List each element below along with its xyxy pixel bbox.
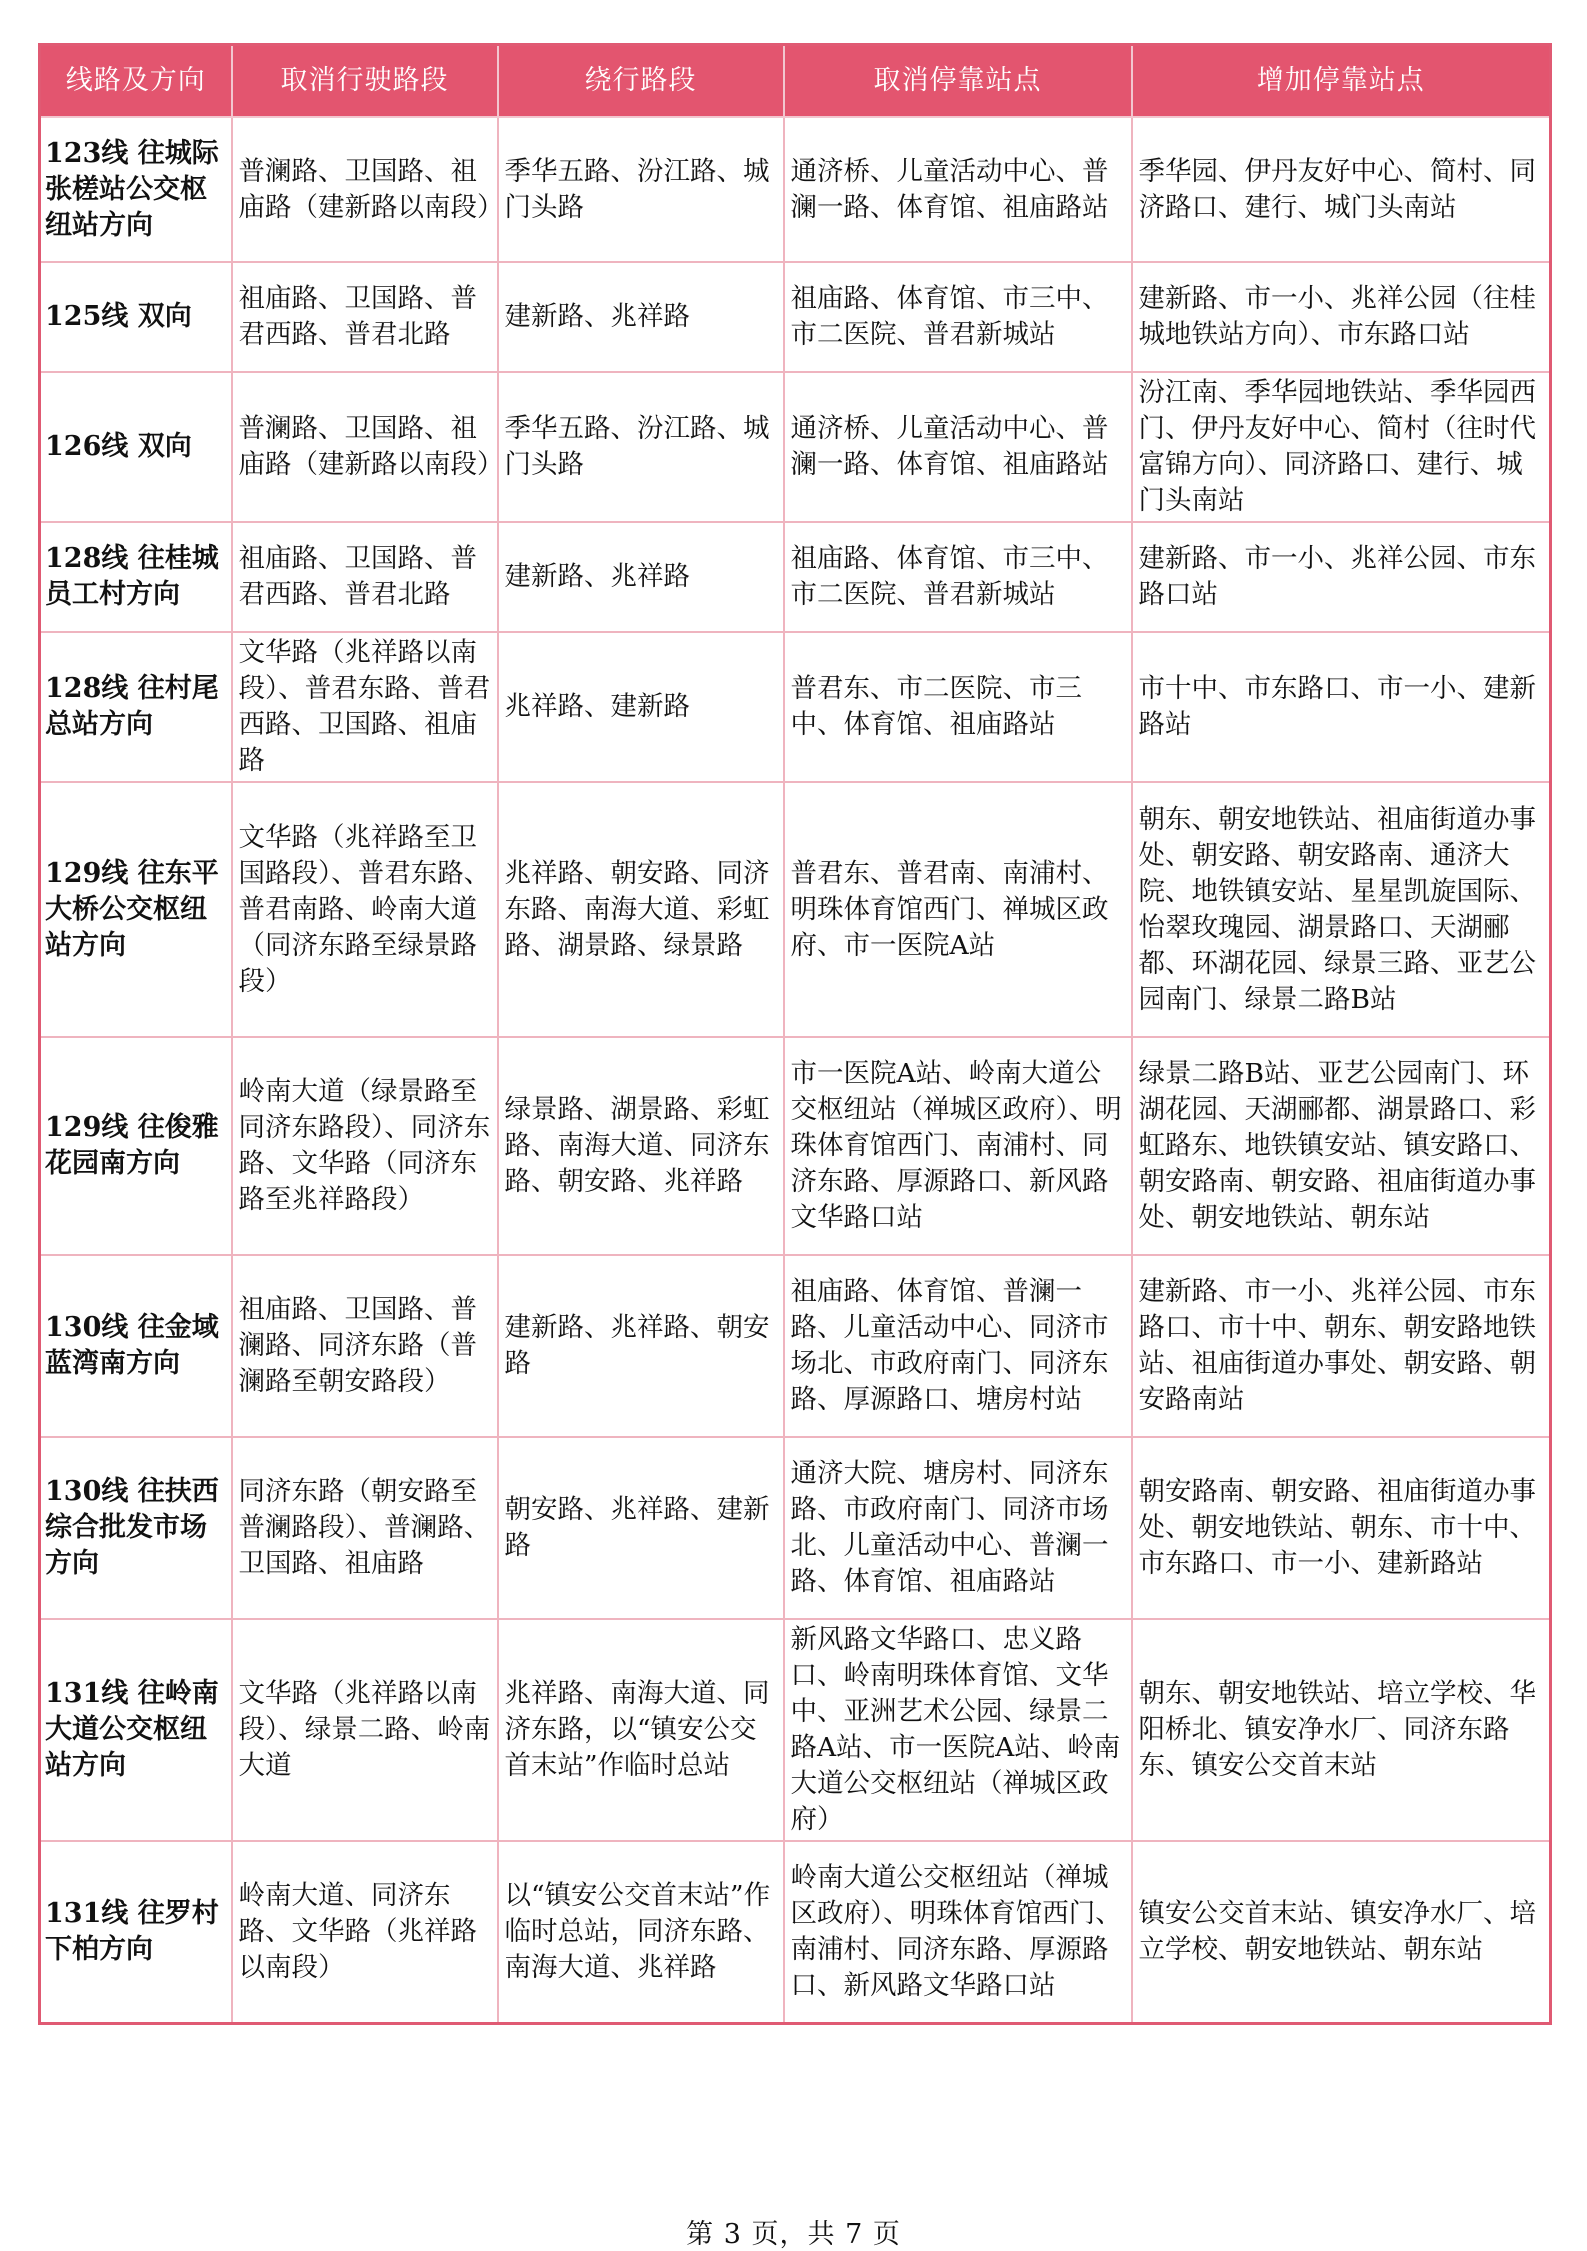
table-row <box>40 632 1551 782</box>
cell-cancel-section: 岭南大道、同济东路、文华路（兆祥路以南段） <box>232 1841 498 2023</box>
cell-cancel-stops: 普君东、市二医院、市三中、体育馆、祖庙路站 <box>784 632 1132 782</box>
cell-add-stops: 绿景二路B站、亚艺公园南门、环湖花园、天湖郦都、湖景路口、彩虹路东、地铁镇安站、镇安路口、朝安路南、朝安路、祖庙街道办事处、朝安地铁站、朝东站 <box>1132 1037 1551 1255</box>
cell-cancel-stops: 通济桥、儿童活动中心、普澜一路、体育馆、祖庙路站 <box>784 117 1132 262</box>
cell-line: 128线 往村尾总站方向 <box>40 632 232 782</box>
cell-line: 129线 往俊雅花园南方向 <box>40 1037 232 1255</box>
table-row <box>40 522 1551 632</box>
cell-cancel-stops: 祖庙路、体育馆、市三中、市二医院、普君新城站 <box>784 262 1132 372</box>
header-cancel-stops: 取消停靠站点 <box>784 45 1132 118</box>
cell-line: 131线 往罗村下柏方向 <box>40 1841 232 2023</box>
cell-detour: 兆祥路、建新路 <box>498 632 784 782</box>
route-adjustment-table <box>38 43 1552 2025</box>
cell-add-stops: 朝安路南、朝安路、祖庙街道办事处、朝安地铁站、朝东、市十中、市东路口、市一小、建新路站 <box>1132 1437 1551 1619</box>
cell-cancel-stops: 普君东、普君南、南浦村、明珠体育馆西门、禅城区政府、市一医院A站 <box>784 782 1132 1037</box>
cell-line: 129线 往东平大桥公交枢纽站方向 <box>40 782 232 1037</box>
table-row <box>40 782 1551 1037</box>
cell-add-stops: 建新路、市一小、兆祥公园（往桂城地铁站方向）、市东路口站 <box>1132 262 1551 372</box>
cell-add-stops: 建新路、市一小、兆祥公园、市东路口站 <box>1132 522 1551 632</box>
cell-cancel-stops: 通济桥、儿童活动中心、普澜一路、体育馆、祖庙路站 <box>784 372 1132 522</box>
cell-cancel-section: 文华路（兆祥路以南段）、绿景二路、岭南大道 <box>232 1619 498 1841</box>
cell-cancel-section: 文华路（兆祥路以南段）、普君东路、普君西路、卫国路、祖庙路 <box>232 632 498 782</box>
page-number: 第 3 页，共 7 页 <box>686 2219 901 2250</box>
cell-detour: 兆祥路、南海大道、同济东路，以“镇安公交首末站”作临时总站 <box>498 1619 784 1841</box>
cell-cancel-section: 祖庙路、卫国路、普澜路、同济东路（普澜路至朝安路段） <box>232 1255 498 1437</box>
cell-add-stops: 市十中、市东路口、市一小、建新路站 <box>1132 632 1551 782</box>
cell-detour: 季华五路、汾江路、城门头路 <box>498 372 784 522</box>
cell-cancel-section: 祖庙路、卫国路、普君西路、普君北路 <box>232 522 498 632</box>
header-detour: 绕行路段 <box>498 45 784 118</box>
cell-cancel-stops: 祖庙路、体育馆、普澜一路、儿童活动中心、同济市场北、市政府南门、同济东路、厚源路口、塘房村站 <box>784 1255 1132 1437</box>
table-row <box>40 1437 1551 1619</box>
cell-add-stops: 镇安公交首末站、镇安净水厂、培立学校、朝安地铁站、朝东站 <box>1132 1841 1551 2023</box>
table-row <box>40 1037 1551 1255</box>
cell-detour: 建新路、兆祥路 <box>498 522 784 632</box>
cell-line: 131线 往岭南大道公交枢纽站方向 <box>40 1619 232 1841</box>
cell-line: 130线 往金域蓝湾南方向 <box>40 1255 232 1437</box>
cell-cancel-stops: 岭南大道公交枢纽站（禅城区政府）、明珠体育馆西门、南浦村、同济东路、厚源路口、新风路文华路口站 <box>784 1841 1132 2023</box>
cell-cancel-stops: 通济大院、塘房村、同济东路、市政府南门、同济市场北、儿童活动中心、普澜一路、体育馆、祖庙路站 <box>784 1437 1132 1619</box>
cell-line: 126线 双向 <box>40 372 232 522</box>
cell-detour: 朝安路、兆祥路、建新路 <box>498 1437 784 1619</box>
cell-cancel-section: 文华路（兆祥路至卫国路段）、普君东路、普君南路、岭南大道（同济东路至绿景路段） <box>232 782 498 1037</box>
cell-detour: 季华五路、汾江路、城门头路 <box>498 117 784 262</box>
cell-detour: 以“镇安公交首末站”作临时总站，同济东路、南海大道、兆祥路 <box>498 1841 784 2023</box>
cell-line: 125线 双向 <box>40 262 232 372</box>
cell-line: 123线 往城际张槎站公交枢纽站方向 <box>40 117 232 262</box>
cell-line: 130线 往扶西综合批发市场方向 <box>40 1437 232 1619</box>
table-header-row <box>40 45 1551 118</box>
cell-add-stops: 建新路、市一小、兆祥公园、市东路口、市十中、朝东、朝安路地铁站、祖庙街道办事处、朝安路、朝安路南站 <box>1132 1255 1551 1437</box>
cell-cancel-stops: 市一医院A站、岭南大道公交枢纽站（禅城区政府）、明珠体育馆西门、南浦村、同济东路、厚源路口、新风路文华路口站 <box>784 1037 1132 1255</box>
table-row <box>40 1841 1551 2023</box>
header-add-stops: 增加停靠站点 <box>1132 45 1551 118</box>
header-cancel-section: 取消行驶路段 <box>232 45 498 118</box>
cell-line: 128线 往桂城员工村方向 <box>40 522 232 632</box>
table-row <box>40 1255 1551 1437</box>
cell-add-stops: 朝东、朝安地铁站、培立学校、华阳桥北、镇安净水厂、同济东路东、镇安公交首末站 <box>1132 1619 1551 1841</box>
header-line-direction: 线路及方向 <box>40 45 232 118</box>
cell-add-stops: 汾江南、季华园地铁站、季华园西门、伊丹友好中心、简村（往时代富锦方向）、同济路口、建行、城门头南站 <box>1132 372 1551 522</box>
cell-add-stops: 朝东、朝安地铁站、祖庙街道办事处、朝安路、朝安路南、通济大院、地铁镇安站、星星凯旋国际、怡翠玫瑰园、湖景路口、天湖郦都、环湖花园、绿景三路、亚艺公园南门、绿景二路B站 <box>1132 782 1551 1037</box>
cell-detour: 兆祥路、朝安路、同济东路、南海大道、彩虹路、湖景路、绿景路 <box>498 782 784 1037</box>
cell-cancel-stops: 新风路文华路口、忠义路口、岭南明珠体育馆、文华中、亚洲艺术公园、绿景二路A站、市一医院A站、岭南大道公交枢纽站（禅城区政府） <box>784 1619 1132 1841</box>
cell-cancel-section: 普澜路、卫国路、祖庙路（建新路以南段） <box>232 117 498 262</box>
cell-cancel-section: 普澜路、卫国路、祖庙路（建新路以南段） <box>232 372 498 522</box>
cell-detour: 建新路、兆祥路、朝安路 <box>498 1255 784 1437</box>
table-row <box>40 372 1551 522</box>
cell-detour: 建新路、兆祥路 <box>498 262 784 372</box>
table-row <box>40 262 1551 372</box>
cell-detour: 绿景路、湖景路、彩虹路、南海大道、同济东路、朝安路、兆祥路 <box>498 1037 784 1255</box>
table-row <box>40 117 1551 262</box>
cell-cancel-section: 祖庙路、卫国路、普君西路、普君北路 <box>232 262 498 372</box>
cell-cancel-stops: 祖庙路、体育馆、市三中、市二医院、普君新城站 <box>784 522 1132 632</box>
cell-cancel-section: 岭南大道（绿景路至同济东路段）、同济东路、文华路（同济东路至兆祥路段） <box>232 1037 498 1255</box>
cell-add-stops: 季华园、伊丹友好中心、简村、同济路口、建行、城门头南站 <box>1132 117 1551 262</box>
cell-cancel-section: 同济东路（朝安路至普澜路段）、普澜路、卫国路、祖庙路 <box>232 1437 498 1619</box>
table-row <box>40 1619 1551 1841</box>
